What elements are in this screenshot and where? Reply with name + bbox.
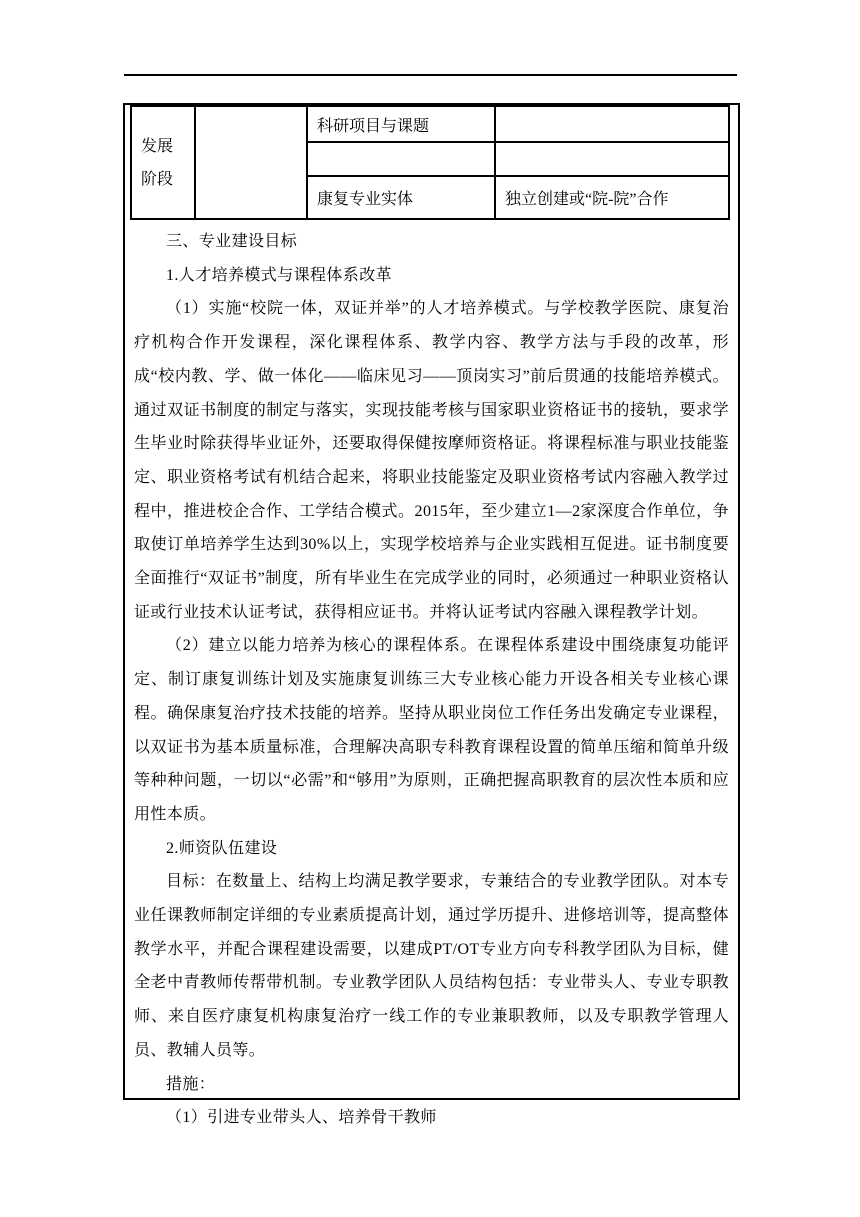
table-cell-stage-header xyxy=(131,106,195,219)
table-cell-blank-value xyxy=(495,142,729,176)
paragraph: （2）建立以能力培养为核心的课程体系。在课程体系建设中围绕康复功能评定、制订康复训练计划及实施康复训练三大专业核心能力开设各相关专业核心课程。确保康复治疗技术技能的培养。坚持从职业岗位工作任务出发确定专业课程，以双证书为基本质量标准，合理解决高职专科教育课程设置的简单压缩和简单升级等种种问题，一切以“必需”和“够用”为原则，正确把握高职教育的层次性本质和应用性本质。 xyxy=(134,637,729,823)
document-body xyxy=(125,225,738,1135)
subsection-heading: 1.人才培养模式与课程体系改革 xyxy=(166,266,393,284)
table-cell-research-label: 科研项目与课题 xyxy=(307,106,495,142)
header-rule xyxy=(124,74,737,76)
subsection-heading: 2.师资队伍建设 xyxy=(166,839,278,857)
paragraph: （1）实施“校院一体，双证并举”的人才培养模式。与学校教学医院、康复治疗机构合作开发课程，深化课程体系、教学内容、教学方法与手段的改革，形成“校内教、学、做一体化——临床见习——顶岗实习”前后贯通的技能培养模式。通过双证书制度的制定与落实，实现技能考核与国家职业资格证书的接轨，要求学生毕业时除获得毕业证外，还要取得保健按摩师资格证。将课程标准与职业技能鉴定、职业资格考试有机结合起来，将职业技能鉴定及职业资格考试内容融入教学过程中，推进校企合作、工学结合模式。2015年，至少建立1—2家深度合作单位，争取使订单培养学生达到30%以上，实现学校培养与企业实践相互促进。证书制度要全面推行“双证书”制度，所有毕业生在完成学业的同时，必须通过一种职业资格认证或行业技术认证考试，获得相应证书。并将认证考试内容融入课程教学计划。 xyxy=(134,300,729,621)
table-cell-empty-column xyxy=(195,106,307,219)
table-cell-research-value xyxy=(495,106,729,142)
table-cell-blank-label xyxy=(307,142,495,176)
document-border xyxy=(123,103,740,1127)
paragraph: 措施： xyxy=(166,1075,216,1093)
table-cell-entity-value: 独立创建或“院-院”合作 xyxy=(495,176,729,219)
section-heading: 三、专业建设目标 xyxy=(166,233,298,250)
table-cell-entity-label: 康复专业实体 xyxy=(307,176,495,219)
paragraph: 目标：在数量上、结构上均满足教学要求，专兼结合的专业教学团队。对本专业任课教师制定详细的专业素质提高计划，通过学历提升、进修培训等，提高整体教学水平，并配合课程建设需要，以建成PT/OT专业方向专科教学团队为目标，健全老中青教师传帮带机制。专业教学团队人员结构包括：专业带头人、专业专职教师、来自医疗康复机构康复治疗一线工作的专业兼职教师，以及专职教学管理人员、教辅人员等。 xyxy=(134,873,729,1059)
development-stage-table xyxy=(130,105,730,220)
stage-label-line1: 发展 xyxy=(141,137,174,155)
table-row xyxy=(131,106,729,142)
stage-label-line2: 阶段 xyxy=(141,170,174,188)
paragraph: （1）引进专业带头人、培养骨干教师 xyxy=(166,1109,437,1127)
